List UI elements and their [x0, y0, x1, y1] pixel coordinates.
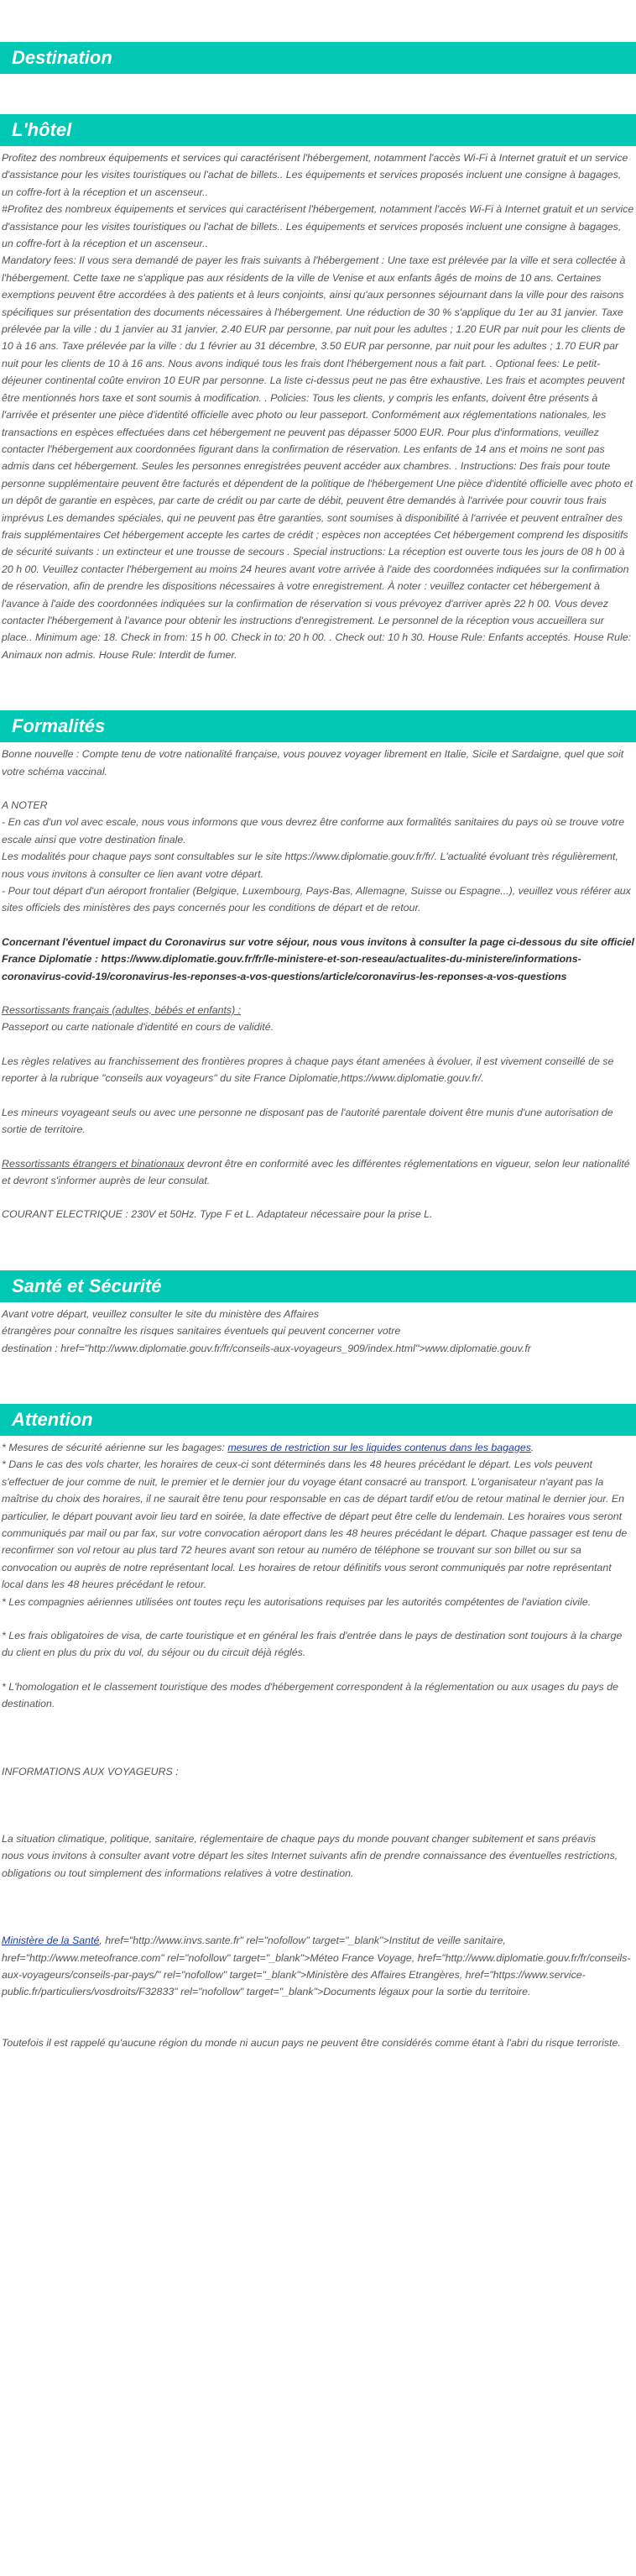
security-prefix: * Mesures de sécurité aérienne sur les bagages:	[2, 1441, 228, 1453]
destination-header: Destination	[0, 42, 636, 74]
foreign-nationals-text: devront être en conformité avec les différentes réglementations en vigueur, selon leur nationalité et devront s'informer auprès de leur consulat.	[2, 1157, 630, 1186]
note-line: - Pour tout départ d'un aéroport frontalier (Belgique, Luxembourg, Pays-Bas, Allemagne, Suisse ou Espagne...), veuillez vous référer aux sites officiels des ministères des pays concernés pour les conditions de départ et de retour.	[2, 885, 631, 914]
hotel-header: L'hôtel	[0, 114, 636, 146]
liquids-restriction-link[interactable]: mesures de restriction sur les liquides contenus dans les bagages	[227, 1441, 531, 1453]
health-ministry-link[interactable]: Ministère de la Santé	[2, 1935, 100, 1947]
formalites-header: Formalités	[0, 710, 636, 742]
sante-section	[0, 1270, 636, 1357]
hotel-section	[0, 114, 636, 663]
sante-line: Avant votre départ, veuillez consulter le site du ministère des Affaires	[2, 1307, 320, 1320]
french-nationals-text: Passeport ou carte nationale d'identité en cours de validité.	[2, 1021, 274, 1034]
sante-header: Santé et Sécurité	[0, 1270, 636, 1302]
sante-line: destination : href="http://www.diplomatie.gouv.fr/fr/conseils-aux-voyageurs_909/index.html">www.diplomatie.gouv.fr	[2, 1342, 531, 1354]
sante-line: étrangères pour connaître les risques sanitaires éventuels qui peuvent concerner votre	[2, 1325, 401, 1338]
attention-section	[0, 1404, 636, 2051]
situation-line: nous vous invitons à consulter avant votre départ les sites Internet suivants afin de prendre connaissance des éventuelles restrictions, obligations ou tout simplement des informations relatives à votre destination.	[2, 1850, 618, 1879]
hotel-paragraph: Profitez des nombreux équipements et services qui caractérisent l'hébergement, notamment l'accès Wi-Fi à Internet gratuit et un service d'assistance pour les visites touristiques ou l'achat de billets.. Les équipements et services proposés incluent une consigne à bagages, un coffre-fort à la réception et un ascenseur..	[2, 152, 628, 198]
note-line: Les modalités pour chaque pays sont consultables sur le site https://www.diplomatie.gouv.fr/fr/. L'actualité évoluant très régulièrement, nous vous invitons à consulter ce lien avant votre départ.	[2, 851, 618, 880]
sante-body	[0, 1306, 636, 1357]
minors-text: Les mineurs voyageant seuls ou avec une personne ne disposant pas de l'autorité parentale doivent être munis d'une autorisation de sortie de territoire.	[2, 1106, 613, 1136]
fees-text: * Les frais obligatoires de visa, de carte touristique et en général les frais d'entrée dans le pays de destination sont toujours à la charge du client en plus du prix du vol, du séjour ou du circuit déjà réglés.	[2, 1630, 623, 1659]
attention-body	[0, 1439, 636, 2051]
situation-line: La situation climatique, politique, sanitaire, réglementaire de chaque pays du monde pouvant changer subitement et sans préavis	[2, 1833, 597, 1846]
borders-text: Les règles relatives au franchissement des frontières propres à chaque pays étant amenées à évoluer, il est vivement conseillé de se reporter à la rubrique "conseils aux voyageurs" du site France Diplomatie,https://www.diplomatie.gouv.fr/.	[2, 1055, 614, 1085]
official-sites	[2, 1932, 634, 2001]
schedule-text: * Dans le cas des vols charter, les horaires de ceux-ci sont déterminés dans les 48 heures précédant le départ. Les vols peuvent s'effectuer de jour comme de nuit, le premier et le dernier jour du voyage étant consacré au transport. L'organisateur n'ayant pas la maîtrise du choix des horaires, il ne saurait être tenu pour responsable en cas de départ tardif et/ou de retour matinal le dernier jour. En particulier, le départ pouvant avoir lieu tard en soirée, la date effective de départ peut être celle du lendemain. Les horaires vous seront communiqués par mail ou par fax, sur votre convocation aéroport dans les 48 heures précédant le départ. Chaque passager est tenu de reconfirmer son vol retour au plus tard 72 heures avant son retour au numéro de téléphone se trouvant sur son billet ou sur sa convocation ou auprès de notre représentant local. Les horaires de retour définitifs vous seront communiqués par notre représentant local dans les 48 heures précédant le retour.	[2, 1458, 628, 1591]
foreign-nationals-heading: Ressortissants étrangers et binationaux	[2, 1157, 185, 1170]
formalites-body	[0, 746, 636, 1223]
foreign-nationals	[2, 1155, 634, 1190]
security-measures	[2, 1439, 634, 1456]
info-heading: INFORMATIONS AUX VOYAGEURS :	[2, 1765, 179, 1778]
formalites-intro: Bonne nouvelle : Compte tenu de votre nationalité française, vous pouvez voyager librement en Italie, Sicile et Sardaigne, quel que soit votre schéma vaccinal.	[2, 748, 624, 778]
hotel-body	[0, 149, 636, 663]
attention-header: Attention	[0, 1404, 636, 1436]
french-nationals-heading: Ressortissants français (adultes, bébés et enfants) :	[2, 1004, 242, 1017]
electric-text: COURANT ELECTRIQUE : 230V et 50Hz. Type F et L. Adaptateur nécessaire pour la prise L.	[2, 1208, 433, 1221]
destination-section	[0, 42, 636, 74]
homologation-text: * L'homologation et le classement touristique des modes d'hébergement correspondent à la réglementation ou aux usages du pays de destination.	[2, 1680, 618, 1710]
note-heading: A NOTER	[2, 799, 48, 811]
hotel-paragraph: #Profitez des nombreux équipements et services qui caractérisent l'hébergement, notamment l'accès Wi-Fi à Internet gratuit et un service d'assistance pour les visites touristiques ou l'achat de billets.. Les équipements et services proposés incluent une consigne à bagages, un coffre-fort à la réception et un ascenseur..	[2, 203, 634, 250]
covid-notice: Concernant l'éventuel impact du Coronavirus sur votre séjour, nous vous invitons à consulter la page ci-dessous du site officiel France Diplomatie : https://www.diplomatie.gouv.fr/fr/le-ministere-et-son-reseau/actualites-du-ministere/informations-coronavirus-covid-19/coronavirus-les-reponses-a-vos-questions/article/coronavirus-les-reponses-a-vos-questions	[2, 935, 634, 982]
note-line: - En cas d'un vol avec escale, nous vous informons que vous devrez être conforme aux formalités sanitaires du pays où se trouve votre escale ainsi que votre destination finale.	[2, 816, 625, 846]
formalites-section	[0, 710, 636, 1223]
terrorism-text: Toutefois il est rappelé qu'aucune région du monde ni aucun pays ne peuvent être considérés comme étant à l'abri du risque terroriste.	[2, 2036, 621, 2049]
official-sites-text: , href="http://www.invs.sante.fr" rel="nofollow" target="_blank">Institut de veille sanitaire, href="http://www.meteofrance.com" rel="nofollow" target="_blank">Méteo France Voyage, href="http://www.diplomatie.gouv.fr/fr/conseils-aux-voyageurs/conseils-par-pays/" rel="nofollow" target="_blank">Ministère des Affaires Etrangères, href="https://www.service-public.fr/particuliers/vosdroits/F32833" rel="nofollow" target="_blank">Documents légaux pour la sortie du territoire.	[2, 1935, 631, 1998]
security-suffix: .	[530, 1441, 534, 1453]
hotel-paragraph: Mandatory fees: Il vous sera demandé de payer les frais suivants à l'hébergement : Une taxe est prélevée par la ville et sera collectée à l'hébergement. Cette taxe ne s'applique pas aux résidents de la ville de Venise et aux enfants âgés de moins de 10 ans. Certaines exemptions peuvent être accordées à des patients et à leurs conjoints, ainsi qu'aux personnes séjournant dans la ville pour des raisons spécifiques sur présentation des documents nécessaires à l'hébergement. Une réduction de 30 % s'applique du 1er au 31 janvier. Taxe prélevée par la ville : du 1 janvier au 31 janvier, 2.40 EUR par personne, par nuit pour les adultes ; 1.20 EUR par nuit pour les clients de 10 à 16 ans. Taxe prélevée par la ville : du 1 février au 31 décembre, 3.50 EUR par personne, par nuit pour les adultes ; 1.70 EUR par nuit pour les clients de 10 à 16 ans. Nous avons indiqué tous les frais dont l'hébergement nous a fait part. . Optional fees: Le petit-déjeuner continental coûte environ 10 EUR par personne. La liste ci-dessus peut ne pas être exhaustive. Les frais et acomptes peuvent être mentionnés hors taxe et sont soumis à modification. . Policies: Tous les clients, y compris les enfants, doivent être présents à l'arrivée et présenter une pièce d'identité officielle avec photo ou leur passeport. Conformément aux réglementations nationales, les transactions en espèces effectuées dans cet hébergement ne peuvent pas dépasser 5000 EUR. Pour plus d'informations, veuillez contacter l'hébergement aux coordonnées figurant dans la confirmation de réservation. Les enfants de 14 ans et moins ne sont pas admis dans cet hébergement. Seules les personnes enregistrées peuvent accéder aux chambres. . Instructions: Des frais pour toute personne supplémentaire peuvent être facturés et dépendent de la politique de l'hébergement Une pièce d'identité officielle avec photo et un dépôt de garantie en espèces, par carte de crédit ou par carte de débit, peuvent être demandés à l'arrivée pour couvrir tous frais imprévus Les demandes spéciales, qui ne peuvent pas être garanties, sont soumises à disponibilité à l'arrivée et peuvent entraîner des frais supplémentaires Cet hébergement accepte les cartes de crédit ; espèces non acceptées Cet hébergement comprend les dispositifs de sécurité suivants : un extincteur et une trousse de secours . Special instructions: La réception est ouverte tous les jours de 08 h 00 à 20 h 00. Veuillez contacter l'hébergement au moins 24 heures avant votre arrivée à l'aide des coordonnées indiquées sur la confirmation de réservation, afin de prendre les dispositions nécessaires à votre enregistrement. À noter : veuillez contacter cet hébergement à l'avance à l'aide des coordonnées indiquées sur la confirmation de réservation si vous prévoyez d'arriver après 22 h 00. Vous devez contacter l'hébergement à l'avance pour obtenir les instructions d'enregistrement. Le personnel de la réception vous accueillera sur place.. Minimum age: 18. Check in from: 15 h 00. Check in to: 20 h 00. . Check out: 10 h 30. House Rule: Enfants acceptés. House Rule: Animaux non admis. House Rule: Interdit de fumer.	[2, 254, 633, 661]
airlines-text: * Les compagnies aériennes utilisées ont toutes reçu les autorisations requises par les autorités compétentes de l'aviation civile.	[2, 1595, 592, 1608]
